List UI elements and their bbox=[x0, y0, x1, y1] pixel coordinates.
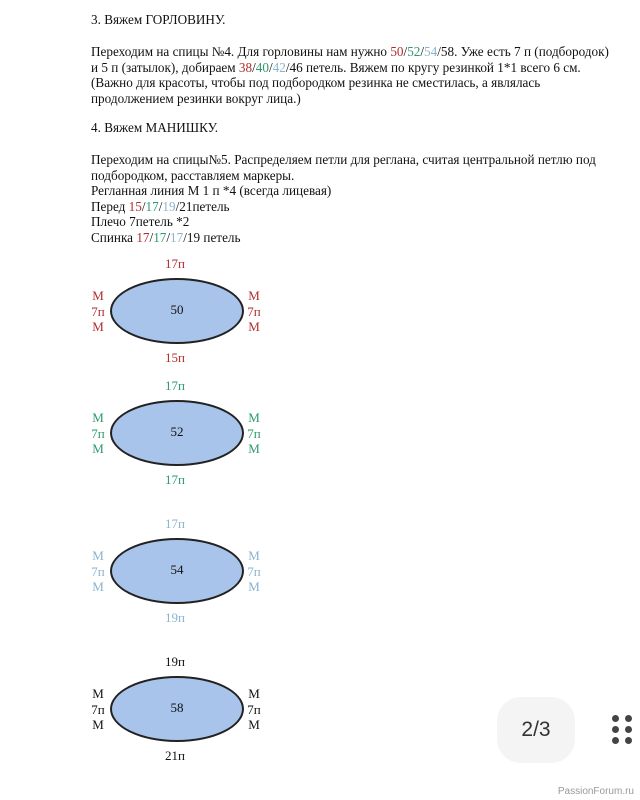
diagram-oval bbox=[110, 278, 244, 344]
diagram-right-labels: М 7п М bbox=[247, 686, 261, 732]
diagram-left-labels: М 7п М bbox=[91, 686, 105, 732]
page-indicator-label: 2/3 bbox=[521, 718, 551, 741]
diagram-top-label: 19п bbox=[165, 654, 185, 669]
grid-dots-icon[interactable] bbox=[612, 715, 638, 745]
watermark: PassionForum.ru bbox=[557, 786, 634, 797]
diagram-right-labels: М 7п М bbox=[247, 548, 261, 594]
diagram-left-labels: М 7п М bbox=[91, 288, 105, 334]
diagram-left-labels: М 7п М bbox=[91, 548, 105, 594]
section-4 bbox=[91, 120, 631, 136]
diagram-center-label: 54 bbox=[170, 562, 184, 577]
section-3 bbox=[91, 12, 631, 28]
section-4-paragraph bbox=[91, 152, 631, 245]
stitch-diagram-3 bbox=[0, 516, 340, 626]
diagram-center-label: 58 bbox=[170, 700, 184, 715]
section-3-line-4: продолжением резинки вокруг лица.) bbox=[91, 90, 301, 106]
diagram-oval bbox=[110, 538, 244, 604]
stitch-diagram-4 bbox=[0, 654, 340, 764]
stitch-diagram-1 bbox=[0, 256, 340, 366]
diagram-center-label: 52 bbox=[170, 424, 184, 439]
diagram-center-label: 50 bbox=[170, 302, 184, 317]
section-4-line-5: Плечо 7петель *2 bbox=[91, 214, 190, 229]
diagram-top-label: 17п bbox=[165, 378, 185, 393]
section-4-spina: Спинка 17/17/17/19 петель bbox=[91, 229, 241, 245]
diagram-top-label: 17п bbox=[165, 256, 185, 271]
section-3-line-2: и 5 п (затылок), добираем 38/40/42/46 петель. Вяжем по кругу резинкой 1*1 всего 6 см. bbox=[91, 59, 581, 75]
page-indicator-button[interactable] bbox=[497, 697, 575, 763]
section-4-line-1: Переходим на спицы№5. Распределяем петли для реглана, считая центральной петлю под bbox=[91, 152, 596, 167]
section-3-title: 3. Вяжем ГОРЛОВИНУ. bbox=[91, 12, 226, 27]
section-4-line-2: подбородком, расставляем маркеры. bbox=[91, 167, 295, 183]
stitch-diagram-2 bbox=[0, 378, 340, 488]
section-3-line-1: Переходим на спицы №4. Для горловины нам нужно 50/52/54/58. Уже есть 7 п (подбородок) bbox=[91, 44, 609, 59]
diagram-top-label: 17п bbox=[165, 516, 185, 531]
diagram-bottom-label: 21п bbox=[165, 748, 185, 763]
section-4-title: 4. Вяжем МАНИШКУ. bbox=[91, 120, 219, 135]
diagram-bottom-label: 17п bbox=[165, 472, 185, 487]
diagram-right-labels: М 7п М bbox=[247, 410, 261, 456]
diagram-oval bbox=[110, 400, 244, 466]
section-3-line-3: (Важно для красоты, чтобы под подбородком резинка не сместилась, а являлась bbox=[91, 75, 541, 90]
section-3-paragraph bbox=[91, 44, 631, 106]
diagram-oval bbox=[110, 676, 244, 742]
diagram-left-labels: М 7п М bbox=[91, 410, 105, 456]
diagram-right-labels: М 7п М bbox=[247, 288, 261, 334]
section-4-perod: Перед 15/17/19/21петель bbox=[91, 198, 230, 214]
diagram-bottom-label: 19п bbox=[165, 610, 185, 625]
section-4-line-3: Регланная линия М 1 п *4 (всегда лицевая) bbox=[91, 183, 332, 198]
diagram-bottom-label: 15п bbox=[165, 350, 185, 365]
